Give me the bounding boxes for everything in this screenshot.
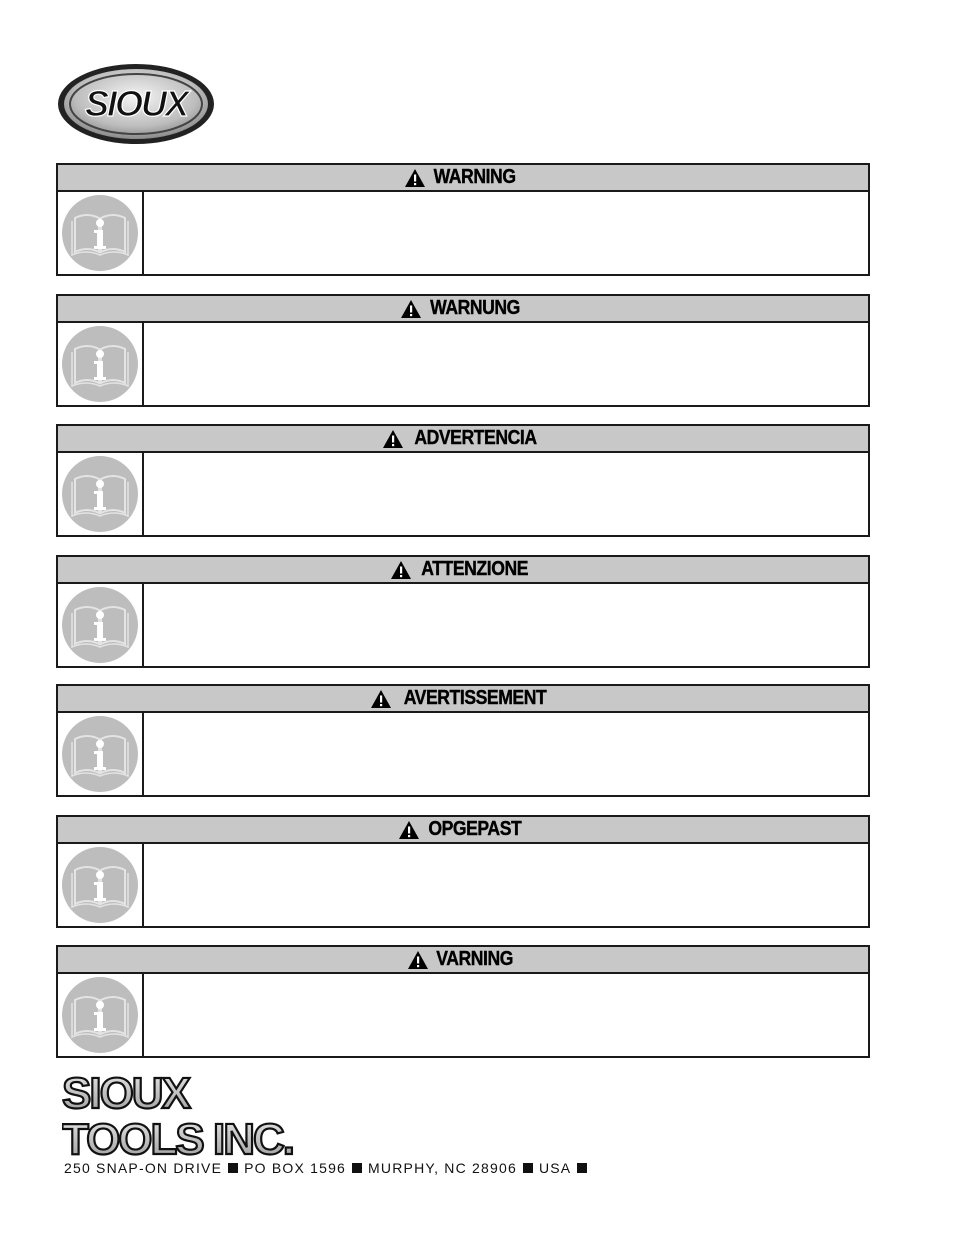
- warning-text-area: [144, 974, 868, 1056]
- warning-box: [56, 815, 870, 928]
- warning-text-area: [144, 713, 868, 795]
- logo-wordmark: SIOUX: [84, 83, 188, 124]
- warning-header: [58, 165, 868, 192]
- warning-triangle-icon: [398, 820, 420, 840]
- read-manual-icon: [61, 846, 139, 924]
- warning-triangle-icon: [370, 689, 392, 709]
- warning-header: [58, 817, 868, 844]
- warning-box: [56, 945, 870, 1058]
- warning-title: WARNING: [433, 166, 516, 188]
- read-manual-icon: [61, 976, 139, 1054]
- warning-box: [56, 424, 870, 537]
- warning-header: [58, 557, 868, 584]
- separator-square: [228, 1163, 238, 1173]
- warning-box: [56, 163, 870, 276]
- warning-triangle-icon: [382, 429, 404, 449]
- warning-triangle-icon: [404, 168, 426, 188]
- warning-triangle-icon: [400, 299, 422, 319]
- address-country: USA: [538, 1160, 572, 1176]
- read-manual-icon: [61, 455, 139, 533]
- warning-header: [58, 686, 868, 713]
- read-manual-icon: [61, 586, 139, 664]
- warning-triangle-icon: [390, 560, 412, 580]
- sioux-tools-wordmark: [62, 1070, 362, 1158]
- warning-header: [58, 296, 868, 323]
- company-line2: TOOLS INC.: [62, 1115, 293, 1158]
- address-street: 250 SNAP-ON DRIVE: [64, 1160, 223, 1176]
- warning-box: [56, 294, 870, 407]
- read-manual-icon: [61, 325, 139, 403]
- warning-text-area: [144, 192, 868, 274]
- warning-title: VARNING: [436, 948, 514, 970]
- warning-title: OPGEPAST: [428, 818, 522, 840]
- read-manual-icon: [61, 194, 139, 272]
- read-manual-icon: [61, 715, 139, 793]
- warning-triangle-icon: [407, 950, 429, 970]
- company-line1: SIOUX: [62, 1070, 189, 1118]
- address-pobox: PO BOX 1596: [244, 1160, 347, 1176]
- warning-title: WARNUNG: [430, 297, 520, 319]
- warning-header: [58, 426, 868, 453]
- warning-header: [58, 947, 868, 974]
- warning-text-area: [144, 844, 868, 926]
- warning-box: [56, 555, 870, 668]
- separator-square: [352, 1163, 362, 1173]
- address-city: MURPHY, NC 28906: [368, 1160, 517, 1176]
- warning-box: [56, 684, 870, 797]
- warning-title: AVERTISSEMENT: [403, 687, 547, 709]
- warning-text-area: [144, 323, 868, 405]
- warning-text-area: [144, 584, 868, 666]
- separator-square: [523, 1163, 533, 1173]
- warning-title: ATTENZIONE: [421, 558, 529, 580]
- separator-square: [577, 1163, 587, 1173]
- warning-title: ADVERTENCIA: [413, 427, 537, 449]
- warning-text-area: [144, 453, 868, 535]
- sioux-logo: [56, 62, 216, 146]
- company-address: [64, 1160, 593, 1176]
